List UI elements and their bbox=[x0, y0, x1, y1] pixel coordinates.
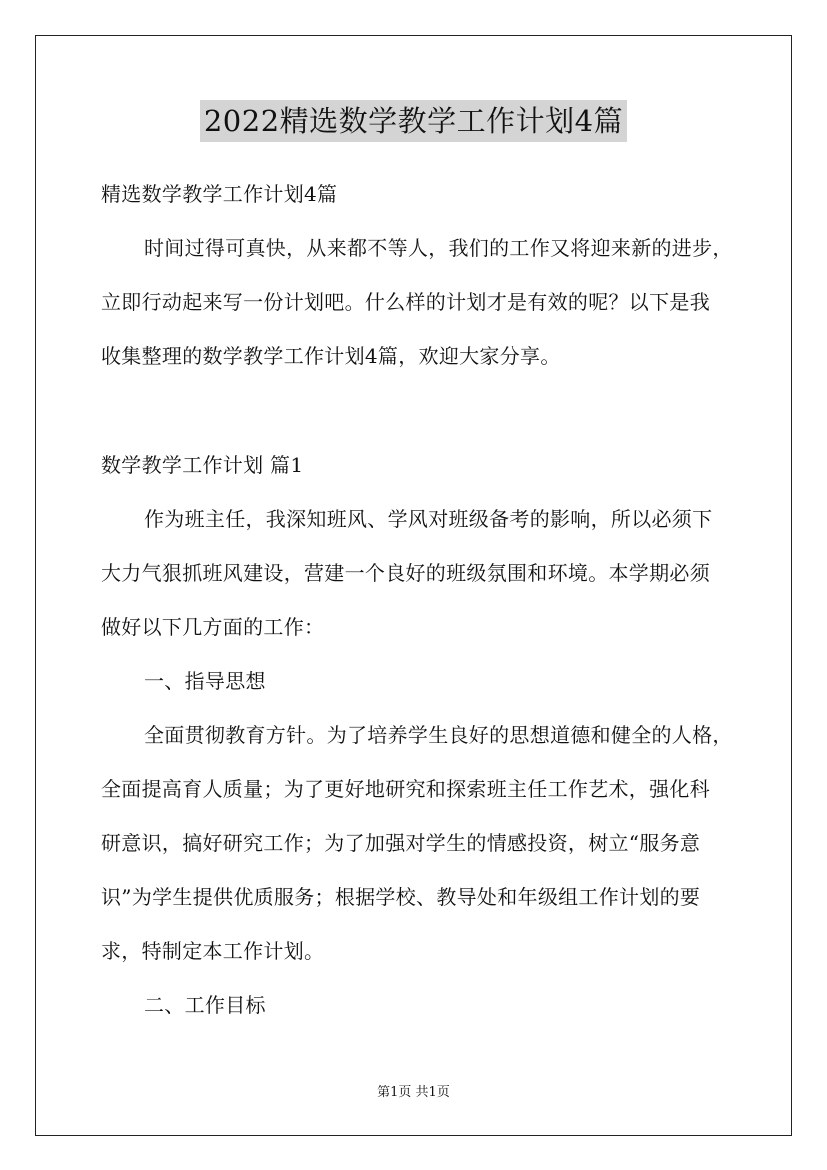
section-title: 数学教学工作计划 篇1 bbox=[101, 453, 304, 477]
heading-guiding-thought: 一、指导思想 bbox=[144, 669, 266, 693]
paragraph2-line-2: 全面提高育人质量；为了更好地研究和探索班主任工作艺术，强化科 bbox=[101, 777, 710, 801]
heading-work-goals: 二、工作目标 bbox=[144, 993, 266, 1017]
title-wrap bbox=[0, 100, 827, 142]
paragraph1-line-1: 作为班主任，我深知班风、学风对班级备考的影响，所以必须下 bbox=[144, 507, 713, 531]
document-subtitle: 精选数学教学工作计划4篇 bbox=[101, 182, 338, 206]
page-footer: 第1页 共1页 bbox=[377, 1085, 450, 1100]
paragraph2-line-1: 全面贯彻教育方针。为了培养学生良好的思想道德和健全的人格， bbox=[144, 723, 733, 747]
paragraph1-line-3: 做好以下几方面的工作： bbox=[101, 615, 325, 639]
intro-line-2: 立即行动起来写一份计划吧。什么样的计划才是有效的呢？以下是我 bbox=[101, 290, 710, 314]
paragraph1-line-2: 大力气狠抓班风建设，营建一个良好的班级氛围和环境。本学期必须 bbox=[101, 561, 710, 585]
paragraph2-line-5: 求，特制定本工作计划。 bbox=[101, 939, 325, 963]
document-title: 2022精选数学教学工作计划4篇 bbox=[200, 100, 627, 142]
intro-line-1: 时间过得可真快，从来都不等人，我们的工作又将迎来新的进步， bbox=[144, 236, 733, 260]
paragraph2-line-4: 识”为学生提供优质服务；根据学校、教导处和年级组工作计划的要 bbox=[101, 885, 701, 909]
paragraph2-line-3: 研意识，搞好研究工作；为了加强对学生的情感投资，树立“服务意 bbox=[101, 831, 701, 855]
intro-line-3: 收集整理的数学教学工作计划4篇，欢迎大家分享。 bbox=[101, 344, 561, 368]
